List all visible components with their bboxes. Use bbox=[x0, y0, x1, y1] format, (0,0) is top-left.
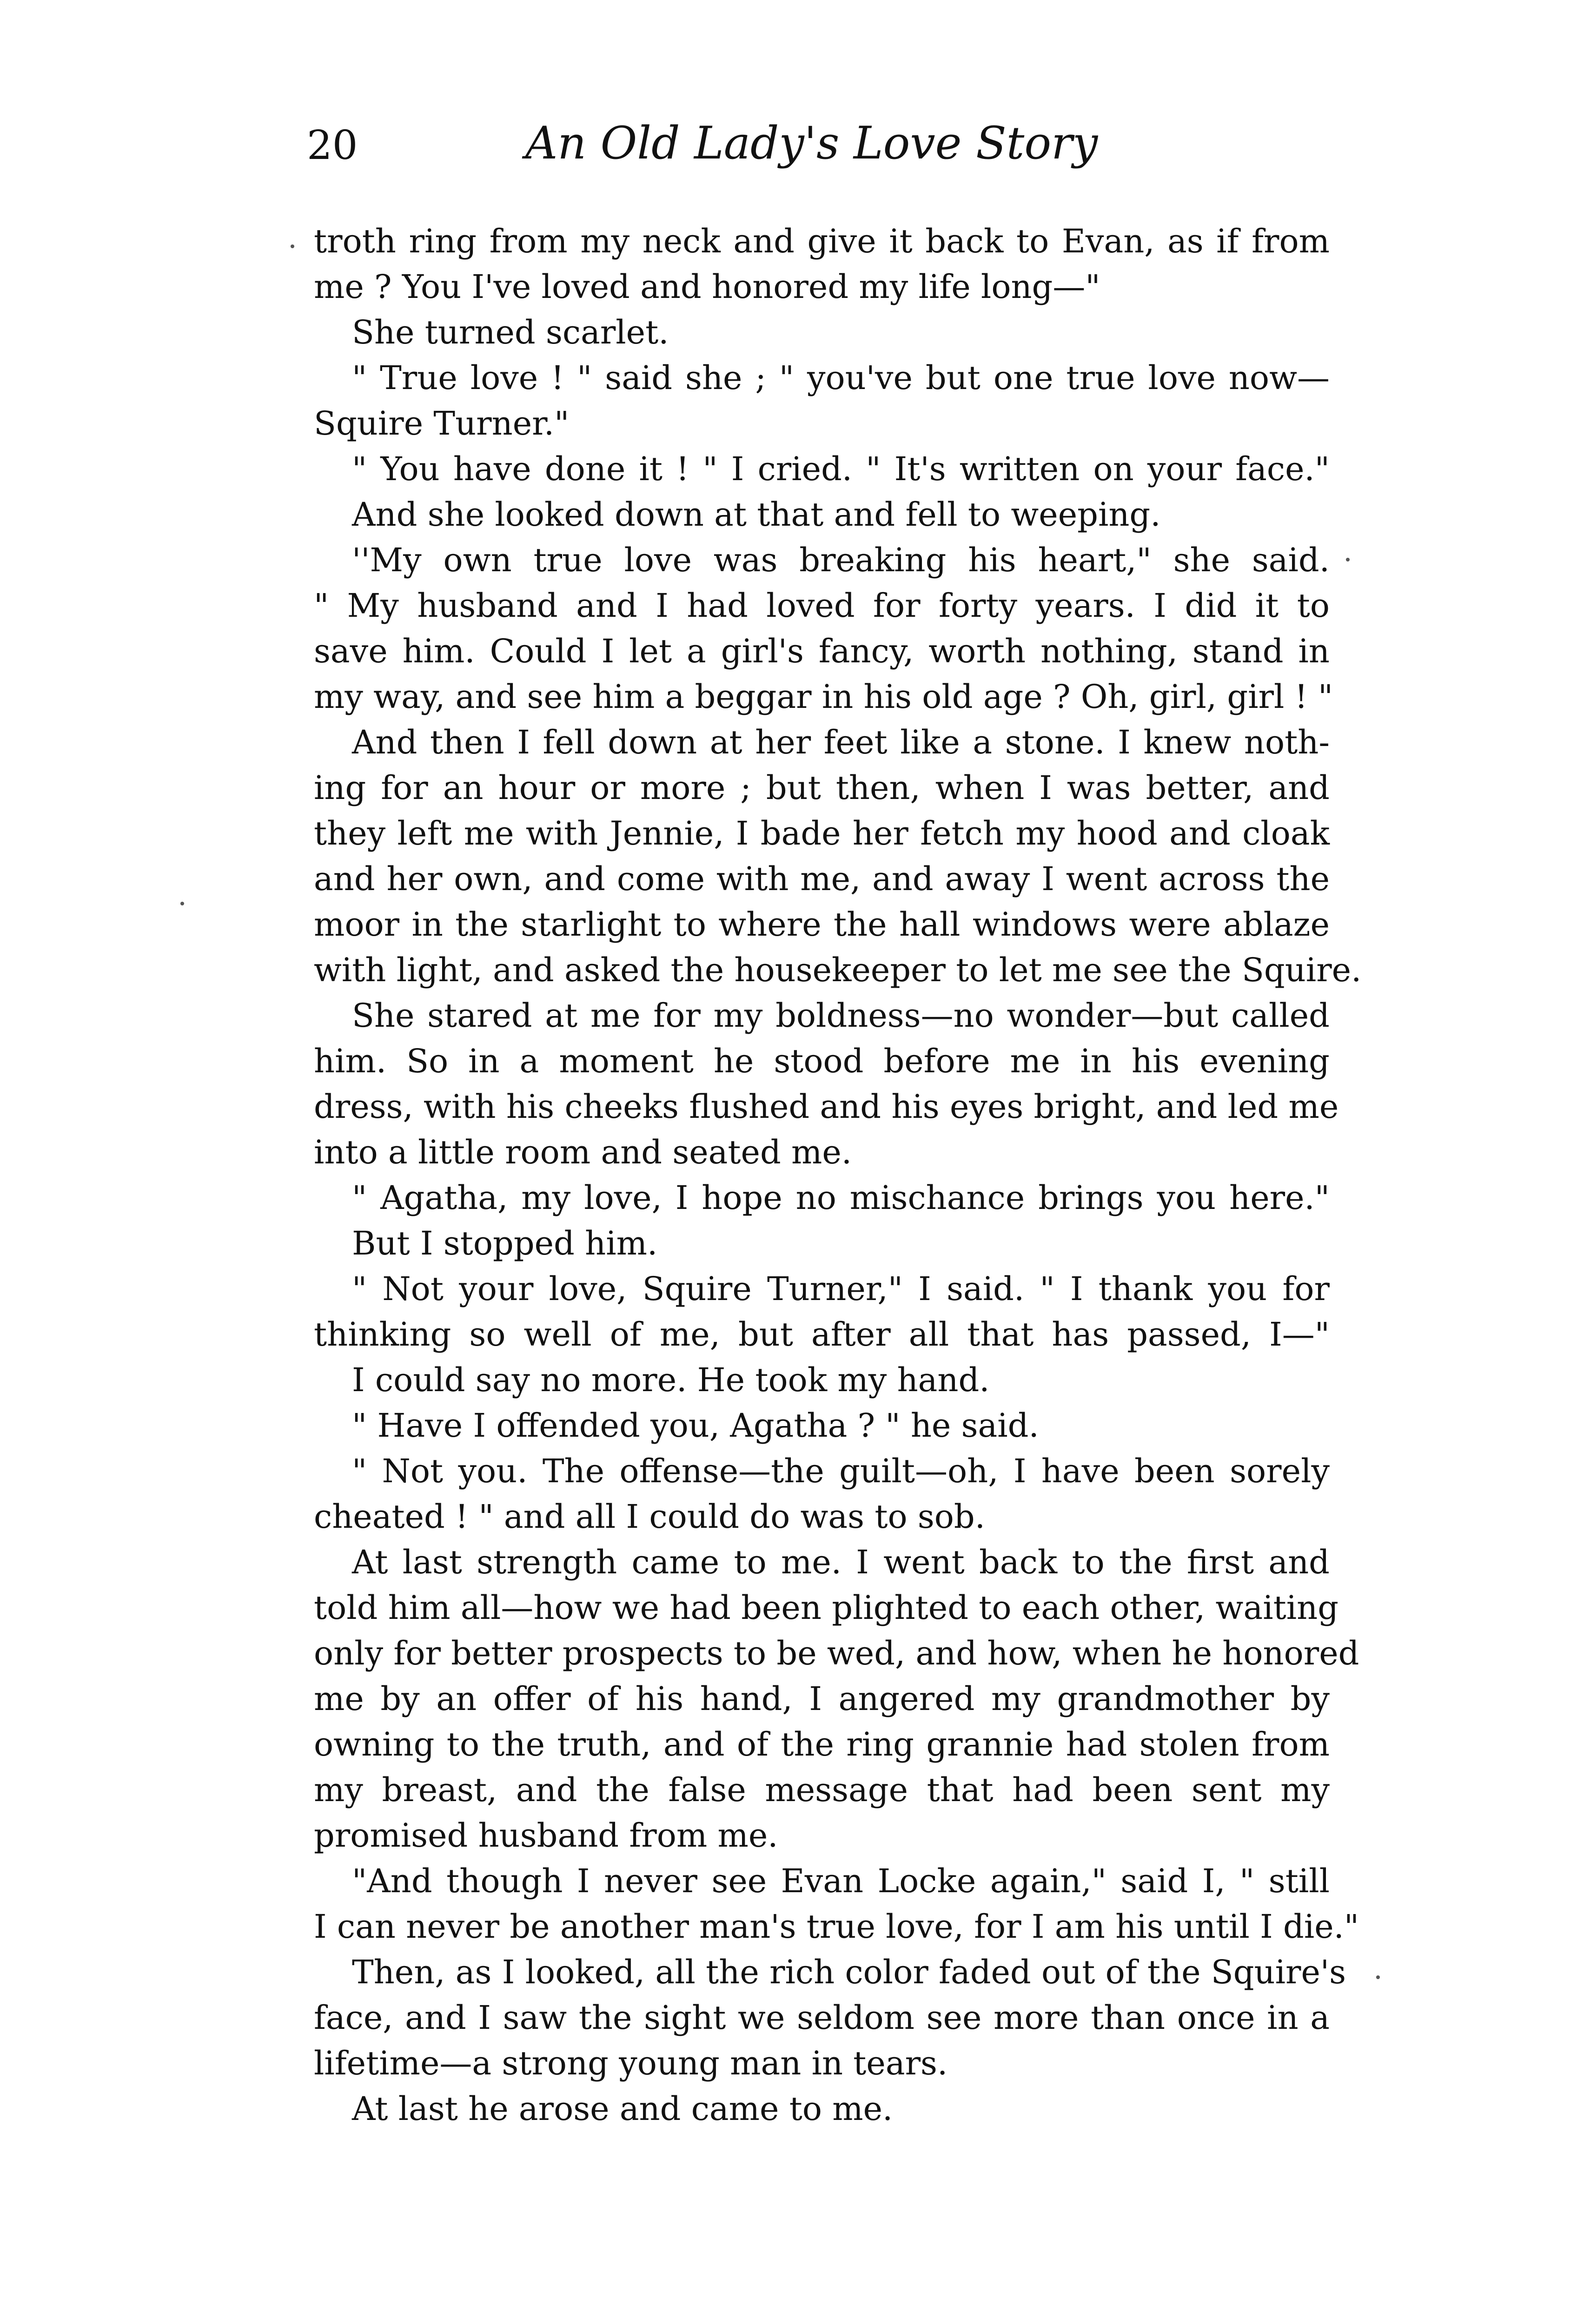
page-number: 20 bbox=[307, 122, 358, 169]
text-line: my breast, and the false message that had been sent my bbox=[314, 1771, 1330, 1809]
text-line: " My husband and I had loved for forty years. I did it to bbox=[314, 587, 1330, 625]
text-line: At last strength came to me. I went back to the first and bbox=[352, 1543, 1330, 1581]
text-line: But I stopped him. bbox=[352, 1224, 658, 1262]
text-line: my way, and see him a beggar in his old age ? Oh, girl, girl ! " bbox=[314, 678, 1333, 716]
text-line: lifetime—a strong young man in tears. bbox=[314, 2044, 948, 2082]
text-line: with light, and asked the housekeeper to let me see the Squire. bbox=[314, 951, 1362, 989]
text-line: him. So in a moment he stood before me in his evening bbox=[314, 1042, 1330, 1080]
text-line: She turned scarlet. bbox=[352, 313, 669, 351]
text-line: " Have I offended you, Agatha ? " he said. bbox=[352, 1406, 1039, 1445]
text-line: promised husband from me. bbox=[314, 1816, 778, 1855]
scan-speck bbox=[180, 902, 184, 905]
text-line: " Not your love, Squire Turner," I said. " I thank you for bbox=[352, 1270, 1330, 1308]
text-line: into a little room and seated me. bbox=[314, 1133, 852, 1171]
scan-speck bbox=[291, 244, 294, 248]
text-line: me by an offer of his hand, I angered my grandmother by bbox=[314, 1680, 1330, 1718]
text-line: She stared at me for my boldness—no wonder—but called bbox=[352, 997, 1330, 1035]
text-line: they left me with Jennie, I bade her fetch my hood and cloak bbox=[314, 814, 1330, 852]
text-line: I could say no more. He took my hand. bbox=[352, 1361, 990, 1399]
running-title: An Old Lady's Love Story bbox=[525, 117, 1098, 169]
text-line: face, and I saw the sight we seldom see more than once in a bbox=[314, 1999, 1330, 2037]
text-line: told him all—how we had been plighted to each other, waiting bbox=[314, 1589, 1339, 1627]
text-line: thinking so well of me, but after all that has passed, I—" bbox=[314, 1315, 1330, 1353]
scan-speck bbox=[1376, 1975, 1380, 1979]
text-line: save him. Could I let a girl's fancy, worth nothing, stand in bbox=[314, 632, 1330, 670]
text-line: " Agatha, my love, I hope no mischance brings you here." bbox=[352, 1179, 1330, 1217]
text-line: And then I fell down at her feet like a stone. I knew noth- bbox=[352, 723, 1330, 761]
text-line: only for better prospects to be wed, and how, when he honored bbox=[314, 1634, 1359, 1672]
text-line: ing for an hour or more ; but then, when I was better, and bbox=[314, 769, 1330, 807]
text-line: Squire Turner." bbox=[314, 404, 570, 442]
text-line: Then, as I looked, all the rich color faded out of the Squire's bbox=[352, 1953, 1346, 1991]
text-line: moor in the starlight to where the hall windows were ablaze bbox=[314, 905, 1330, 944]
text-line: I can never be another man's true love, for I am his until I die." bbox=[314, 1908, 1359, 1946]
scan-speck bbox=[1346, 558, 1350, 561]
text-line: At last he arose and came to me. bbox=[352, 2090, 893, 2128]
text-line: dress, with his cheeks flushed and his eyes bright, and led me bbox=[314, 1088, 1339, 1126]
text-line: And she looked down at that and fell to weeping. bbox=[352, 495, 1161, 534]
text-line: ''My own true love was breaking his heart," she said. bbox=[352, 541, 1330, 579]
text-line: " Not you. The offense—the guilt—oh, I have been sorely bbox=[352, 1452, 1330, 1490]
text-line: " You have done it ! " I cried. " It's written on your face." bbox=[352, 450, 1330, 488]
text-line: troth ring from my neck and give it back to Evan, as if from bbox=[314, 222, 1330, 260]
text-line: owning to the truth, and of the ring grannie had stolen from bbox=[314, 1725, 1330, 1763]
text-line: and her own, and come with me, and away I went across the bbox=[314, 860, 1330, 898]
text-line: "And though I never see Evan Locke again," said I, " still bbox=[352, 1862, 1330, 1900]
text-line: cheated ! " and all I could do was to sob. bbox=[314, 1498, 985, 1536]
text-line: me ? You I've loved and honored my life long—" bbox=[314, 268, 1100, 306]
text-line: " True love ! " said she ; " you've but one true love now— bbox=[352, 359, 1330, 397]
